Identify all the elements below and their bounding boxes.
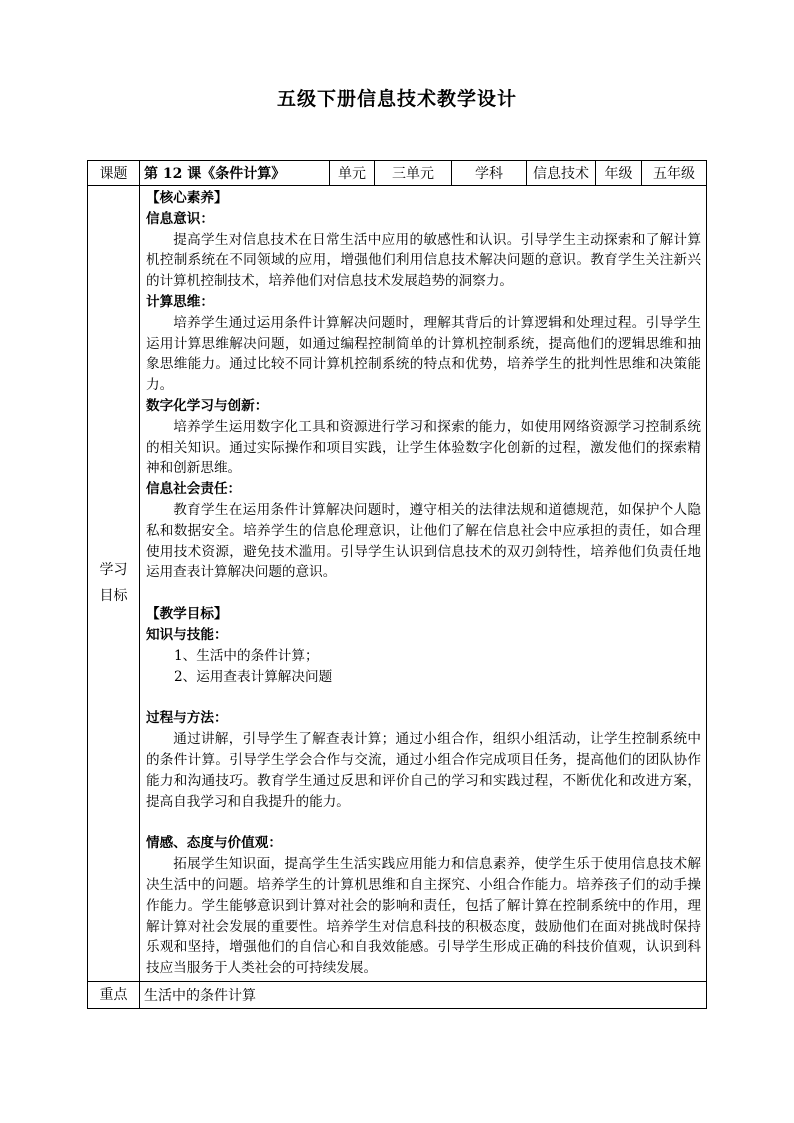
subject-label: 学科 [452, 161, 527, 186]
topic-label: 课题 [88, 161, 140, 186]
objectives-content [140, 186, 707, 982]
focus-row [88, 981, 707, 1008]
focus-value: 生活中的条件计算 [140, 981, 707, 1008]
page-title: 五级下册信息技术教学设计 [276, 88, 517, 110]
digital-learning-text: 培养学生运用数字化工具和资源进行学习和探索的能力，如使用网络资源学习控制系统的相关知识。通过实际操作和项目实践，让学生体验数字化创新的过程，激发他们的探索精神和创新思维。 [146, 418, 701, 477]
focus-label: 重点 [88, 981, 140, 1008]
unit-label: 单元 [330, 161, 375, 186]
teaching-goals-title: 【教学目标】 [146, 606, 228, 623]
info-awareness-heading: 信息意识： [146, 210, 214, 227]
unit-value: 三单元 [375, 161, 452, 186]
knowledge-heading: 知识与技能： [146, 626, 228, 643]
digital-learning-heading: 数字化学习与创新： [146, 397, 269, 414]
header-row [88, 161, 707, 186]
objectives-label-line1: 学习 [99, 562, 128, 579]
emotion-text: 拓展学生知识面，提高学生生活实践应用能力和信息素养，使学生乐于使用信息技术解决生活中的问题。培养学生的计算机思维和自主探究、小组合作能力。培养孩子们的动手操作能力。学生能够意识到计算对社会的影响和责任，包括了解计算在控制系统中的作用，理解计算对社会发展的重要性。培养学生对信息科技的积极态度，鼓励他们在面对挑战时保持乐观和坚持，增强他们的自信心和自我效能感。引导学生形成正确的科技价值观，认识到科技应当服务于人类社会的可持续发展。 [146, 856, 701, 977]
emotion-heading: 情感、态度与价值观： [146, 835, 282, 852]
computational-thinking-heading: 计算思维： [146, 293, 214, 310]
objectives-row [88, 186, 707, 982]
lesson-plan-table [87, 160, 707, 1009]
grade-value: 五年级 [642, 161, 707, 186]
info-awareness-text: 提高学生对信息技术在日常生活中应用的敏感性和认识。引导学生主动探索和了解计算机控制系统在不同领域的应用，增强他们利用信息技术解决问题的意识。教育学生关注新兴的计算机控制技术，培养他们对信息技术发展趋势的洞察力。 [146, 231, 701, 290]
grade-label: 年级 [596, 161, 642, 186]
process-text: 通过讲解，引导学生了解查表计算；通过小组合作，组织小组活动，让学生控制系统中的条件计算。引导学生学会合作与交流，通过小组合作完成项目任务，提高他们的团队协作能力和沟通技巧。教育学生通过反思和评价自己的学习和实践过程，不断优化和改进方案，提高自我学习和自我提升的能力。 [146, 731, 701, 810]
objectives-label [88, 186, 140, 982]
lesson-title: 第 12 课《条件计算》 [140, 161, 330, 186]
knowledge-item: 1、生活中的条件计算； [174, 647, 319, 664]
objectives-label-line2: 目标 [99, 588, 128, 605]
computational-thinking-text: 培养学生通过运用条件计算解决问题时，理解其背后的计算逻辑和处理过程。引导学生运用计算思维解决问题，如通过编程控制简单的计算机控制系统，提高他们的逻辑思维和抽象思维能力。通过比较不同计算机控制系统的特点和优势，培养学生的批判性思维和决策能力。 [146, 314, 701, 394]
knowledge-item: 2、运用查表计算解决问题 [174, 668, 333, 685]
social-responsibility-heading: 信息社会责任： [146, 481, 242, 498]
process-heading: 过程与方法： [146, 710, 228, 727]
core-literacy-title: 【核心素养】 [146, 190, 228, 206]
social-responsibility-text: 教育学生在运用条件计算解决问题时，遵守相关的法律法规和道德规范，如保护个人隐私和数据安全。培养学生的信息伦理意识，让他们了解在信息社会中应承担的责任，如合理使用技术资源，避免技术滥用。引导学生认识到信息技术的双刃剑特性，培养他们负责任地运用查表计算解决问题的意识。 [146, 501, 701, 581]
subject-value: 信息技术 [527, 161, 596, 186]
